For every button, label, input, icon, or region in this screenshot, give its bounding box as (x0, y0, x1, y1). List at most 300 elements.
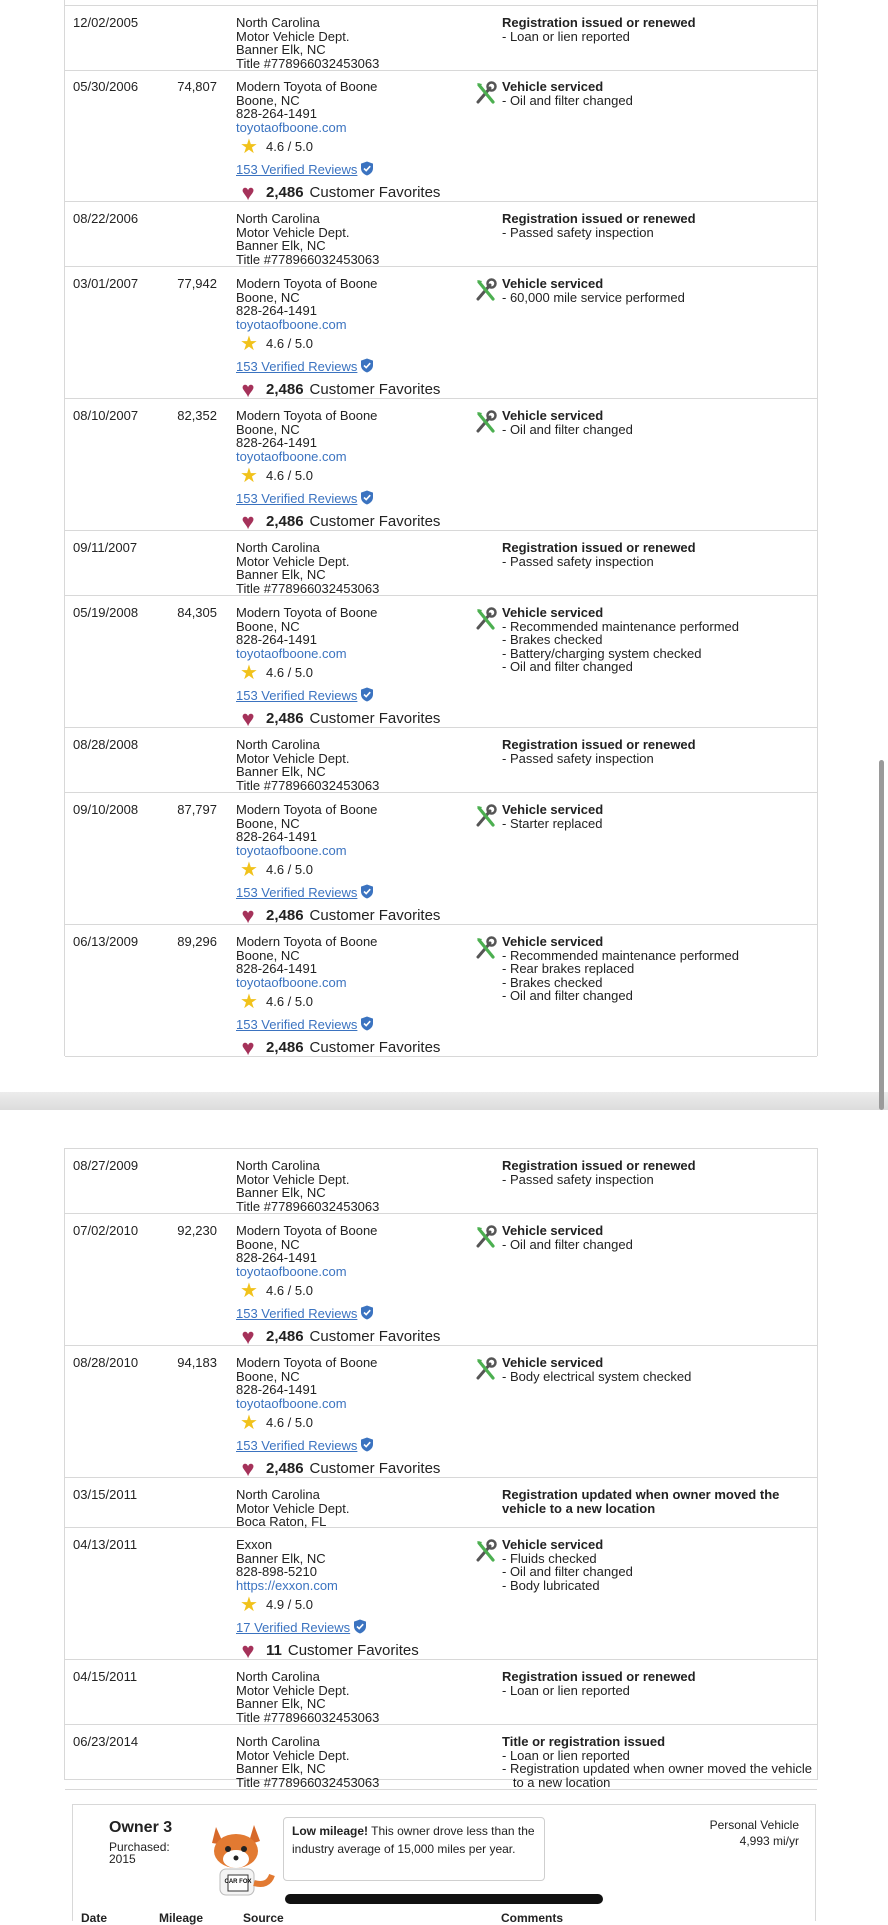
comment-title: Vehicle serviced (502, 1355, 604, 1370)
comment-detail: - Oil and filter changed (502, 1236, 633, 1252)
record-mileage: 77,942 (177, 276, 217, 291)
favorites-label: Customer Favorites (309, 512, 441, 530)
service-wrench-icon (474, 1538, 498, 1564)
low-mileage-callout (283, 1817, 545, 1881)
dealer-rating (236, 1414, 440, 1432)
favorites-count: 2,486 (266, 512, 304, 530)
record-comments (502, 803, 812, 830)
record-date: 07/02/2010 (73, 1223, 139, 1238)
record-mileage: 94,183 (177, 1355, 217, 1370)
source-line: North Carolina (236, 540, 320, 555)
favorites-label: Customer Favorites (287, 1641, 419, 1659)
fox-badge-text: CAR FOX (224, 1879, 252, 1885)
vehicle-usage (710, 1817, 799, 1849)
favorites-count: 2,486 (266, 380, 304, 398)
record-comments (502, 606, 812, 674)
customer-favorites (236, 705, 441, 731)
comment-detail: - Oil and filter changed (502, 421, 633, 437)
record-source (236, 1670, 379, 1724)
column-header-source: Source (243, 1911, 284, 1925)
source-line: 828-264-1491 (236, 1382, 317, 1397)
dealer-rating (236, 467, 440, 485)
record-date: 08/28/2010 (73, 1355, 139, 1370)
comment-title: Vehicle serviced (502, 79, 604, 94)
verified-reviews (236, 884, 440, 902)
source-line: Modern Toyota of Boone (236, 802, 378, 817)
record-date: 09/10/2008 (73, 802, 139, 817)
source-line: 828-898-5210 (236, 1564, 317, 1579)
source-line: Boone, NC (236, 289, 300, 305)
comment-detail: - Fluids checked (502, 1550, 597, 1566)
star-icon: ★ (240, 1594, 258, 1616)
favorites-label: Customer Favorites (309, 1038, 441, 1056)
record-date: 09/11/2007 (73, 540, 138, 555)
dealer-website-link[interactable]: toyotaofboone.com (236, 316, 347, 332)
comment-detail: - Body lubricated (502, 1577, 600, 1593)
customer-favorites (236, 376, 441, 402)
record-comments (502, 1224, 812, 1251)
star-icon: ★ (240, 1412, 258, 1434)
table-row (65, 1478, 817, 1528)
verified-reviews-link[interactable]: 153 Verified Reviews (236, 162, 358, 177)
record-comments (502, 738, 812, 765)
record-date: 06/13/2009 (73, 934, 139, 949)
comment-detail: - Oil and filter changed (502, 659, 633, 674)
customer-favorites (236, 902, 441, 928)
comment-title: Registration issued or renewed (502, 737, 696, 752)
rating-value: 4.6 / 5.0 (266, 468, 313, 484)
heart-icon: ♥ (241, 705, 255, 731)
source-line: Motor Vehicle Dept. (236, 224, 350, 240)
record-comments (502, 1488, 812, 1515)
table-row (65, 1528, 817, 1663)
rating-value: 4.6 / 5.0 (266, 139, 313, 155)
heart-icon: ♥ (241, 508, 255, 534)
source-line: 828-264-1491 (236, 961, 317, 976)
comment-detail: - Loan or lien reported (502, 1682, 630, 1698)
record-source (236, 802, 441, 928)
source-line: North Carolina (236, 737, 320, 752)
dealer-rating (236, 664, 440, 682)
favorites-label: Customer Favorites (309, 1327, 441, 1345)
dealer-website-link[interactable]: toyotaofboone.com (236, 842, 347, 858)
comment-title: Vehicle serviced (502, 1537, 604, 1552)
dealer-rating (236, 1596, 419, 1614)
service-wrench-icon (474, 803, 498, 829)
record-date: 05/30/2006 (73, 79, 139, 94)
dealer-rating (236, 1282, 440, 1300)
table-row (65, 1214, 817, 1349)
table-row (65, 70, 817, 205)
comment-title: Registration issued or renewed (502, 211, 696, 226)
verified-shield-icon (357, 1305, 374, 1323)
star-icon: ★ (240, 465, 258, 487)
verified-reviews (236, 1016, 440, 1034)
table-row (65, 202, 817, 267)
verified-reviews-link[interactable]: 153 Verified Reviews (236, 491, 358, 506)
customer-favorites (236, 508, 441, 534)
comment-title: Registration issued or renewed (502, 15, 696, 30)
record-comments (502, 1735, 812, 1789)
source-line: Banner Elk, NC (236, 567, 326, 582)
rating-value: 4.6 / 5.0 (266, 1415, 313, 1431)
dealer-website-link[interactable]: toyotaofboone.com (236, 645, 347, 661)
scrollbar-thumb[interactable] (879, 760, 884, 1110)
favorites-count: 2,486 (266, 183, 304, 201)
source-line: Banner Elk, NC (236, 1550, 326, 1566)
verified-reviews-link[interactable]: 153 Verified Reviews (236, 1017, 358, 1032)
source-line: Title #778966032453063 (236, 251, 380, 267)
verified-reviews-link[interactable]: 153 Verified Reviews (236, 1438, 358, 1453)
source-line: 828-264-1491 (236, 829, 317, 844)
record-source (236, 1735, 379, 1789)
record-source (236, 934, 441, 1060)
verified-reviews (236, 490, 440, 508)
comment-detail: - Oil and filter changed (502, 92, 633, 108)
record-date: 03/15/2011 (73, 1487, 138, 1502)
record-source (236, 541, 379, 595)
source-line: Banner Elk, NC (236, 764, 326, 779)
comment-title: Title or registration issued (502, 1734, 666, 1749)
dealer-rating (236, 861, 440, 879)
record-date: 08/10/2007 (73, 408, 139, 423)
record-comments (502, 1670, 812, 1697)
record-comments (502, 277, 812, 304)
service-wrench-icon (474, 1224, 498, 1250)
source-line: Title #778966032453063 (236, 580, 380, 596)
column-header-comments: Comments (501, 1911, 564, 1925)
table-row (65, 267, 817, 402)
dealer-website-link[interactable]: toyotaofboone.com (236, 1263, 347, 1279)
record-source (236, 1159, 379, 1213)
source-line: Modern Toyota of Boone (236, 79, 378, 94)
table-row (65, 1346, 817, 1481)
customer-favorites (236, 1323, 441, 1349)
source-line: Title #778966032453063 (236, 777, 380, 793)
verified-shield-icon (357, 358, 374, 376)
comment-detail: - Loan or lien reported (502, 1747, 630, 1763)
verified-reviews-link[interactable]: 17 Verified Reviews (236, 1620, 351, 1635)
record-source (236, 605, 441, 731)
heart-icon: ♥ (241, 1637, 255, 1663)
dealer-website-link[interactable]: toyotaofboone.com (236, 974, 347, 990)
service-wrench-icon (474, 606, 498, 632)
record-comments (502, 1356, 812, 1383)
carfox-mascot-icon (198, 1817, 278, 1899)
source-line: Motor Vehicle Dept. (236, 1747, 350, 1763)
comment-detail: - 60,000 mile service performed (502, 289, 685, 305)
verified-reviews-link[interactable]: 153 Verified Reviews (236, 688, 358, 703)
source-line: Modern Toyota of Boone (236, 408, 378, 423)
record-mileage: 84,305 (177, 605, 217, 620)
comment-detail: - Starter replaced (502, 815, 603, 831)
source-line: Banner Elk, NC (236, 1185, 326, 1200)
heart-icon: ♥ (241, 1455, 255, 1481)
dealer-website-link[interactable]: toyotaofboone.com (236, 119, 347, 135)
comment-detail: - Oil and filter changed (502, 1564, 633, 1579)
comment-title: Vehicle serviced (502, 1223, 604, 1238)
verified-reviews-link[interactable]: 153 Verified Reviews (236, 1306, 358, 1321)
record-source (236, 16, 379, 70)
record-comments (502, 935, 812, 1003)
record-date: 03/01/2007 (73, 276, 139, 291)
miles-per-year: 4,993 mi/yr (739, 1834, 799, 1848)
rating-value: 4.6 / 5.0 (266, 336, 313, 352)
purchased-label: Purchased: (109, 1840, 170, 1854)
favorites-count: 2,486 (266, 1038, 304, 1056)
favorites-label: Customer Favorites (309, 183, 441, 201)
vehicle-type: Personal Vehicle (709, 1818, 799, 1832)
comment-detail: - Registration updated when owner moved the vehicle (502, 1761, 813, 1776)
table-row (65, 728, 817, 793)
comment-title: Vehicle serviced (502, 802, 604, 817)
source-line: North Carolina (236, 1734, 320, 1749)
source-line: 828-264-1491 (236, 1250, 317, 1265)
source-line: Banner Elk, NC (236, 42, 326, 57)
verified-reviews (236, 687, 440, 705)
verified-reviews (236, 1619, 419, 1637)
service-wrench-icon (474, 277, 498, 303)
record-mileage: 82,352 (177, 408, 217, 423)
source-line: Boone, NC (236, 947, 300, 963)
source-line: North Carolina (236, 1669, 320, 1684)
record-comments (502, 1159, 812, 1186)
source-line: Modern Toyota of Boone (236, 934, 378, 949)
comment-title: Vehicle serviced (502, 934, 604, 949)
favorites-count: 2,486 (266, 906, 304, 924)
source-line: Motor Vehicle Dept. (236, 1682, 350, 1698)
comment-title: Registration updated when owner moved the vehicle to a new location (502, 1487, 780, 1516)
star-icon: ★ (240, 662, 258, 684)
heart-icon: ♥ (241, 1034, 255, 1060)
source-line: Boca Raton, FL (236, 1514, 327, 1529)
record-date: 06/23/2014 (73, 1734, 139, 1749)
verified-reviews (236, 1437, 440, 1455)
comment-detail: - Passed safety inspection (502, 750, 654, 766)
column-header-mileage: Mileage (159, 1911, 204, 1925)
favorites-label: Customer Favorites (309, 380, 441, 398)
comment-detail: - Rear brakes replaced (502, 961, 635, 976)
record-comments (502, 80, 812, 107)
history-table-page-1 (64, 0, 818, 1060)
comment-detail: - Battery/charging system checked (502, 645, 702, 661)
record-date: 08/22/2006 (73, 211, 139, 226)
record-comments (502, 212, 812, 239)
verified-shield-icon (357, 884, 374, 902)
rating-value: 4.6 / 5.0 (266, 994, 313, 1010)
comment-detail: - Brakes checked (502, 974, 603, 990)
record-source (236, 1355, 441, 1481)
comment-title: Vehicle serviced (502, 605, 604, 620)
dealer-website-link[interactable]: toyotaofboone.com (236, 1395, 347, 1411)
rating-value: 4.6 / 5.0 (266, 862, 313, 878)
home-indicator[interactable] (285, 1894, 603, 1904)
record-comments (502, 409, 812, 436)
customer-favorites (236, 1034, 441, 1060)
rating-value: 4.6 / 5.0 (266, 1283, 313, 1299)
heart-icon: ♥ (241, 1323, 255, 1349)
record-date: 04/15/2011 (73, 1669, 138, 1684)
source-line: Motor Vehicle Dept. (236, 1171, 350, 1187)
owner-title: Owner 3 (109, 1819, 173, 1836)
customer-favorites (236, 1637, 419, 1663)
comment-detail: - Recommended maintenance performed (502, 618, 740, 634)
heart-icon: ♥ (241, 902, 255, 928)
verified-reviews (236, 358, 440, 376)
dealer-rating (236, 335, 440, 353)
verified-shield-icon (350, 1619, 367, 1637)
source-line: Motor Vehicle Dept. (236, 1500, 350, 1516)
table-row (65, 531, 817, 596)
page-separator (0, 1092, 888, 1110)
comment-title: Vehicle serviced (502, 276, 604, 291)
verified-reviews-link[interactable]: 153 Verified Reviews (236, 885, 358, 900)
record-comments (502, 16, 812, 43)
verified-shield-icon (357, 1437, 374, 1455)
table-row (65, 1660, 817, 1725)
comment-title: Vehicle serviced (502, 408, 604, 423)
source-line: North Carolina (236, 211, 320, 226)
source-line: North Carolina (236, 15, 320, 30)
comment-detail: - Oil and filter changed (502, 988, 633, 1003)
dealer-website-link[interactable]: toyotaofboone.com (236, 448, 347, 464)
star-icon: ★ (240, 136, 258, 158)
source-line: Banner Elk, NC (236, 1761, 326, 1776)
table-row (65, 596, 817, 731)
source-line: Title #778966032453063 (236, 1198, 380, 1214)
purchased-year: 2015 (109, 1852, 136, 1866)
record-mileage: 87,797 (177, 802, 217, 817)
comment-detail: - Passed safety inspection (502, 1171, 654, 1187)
table-row (65, 399, 817, 534)
record-mileage: 74,807 (177, 79, 217, 94)
purchased-info (109, 1841, 170, 1865)
star-icon: ★ (240, 859, 258, 881)
source-line: Banner Elk, NC (236, 238, 326, 253)
record-date: 08/28/2008 (73, 737, 139, 752)
comment-detail: - Passed safety inspection (502, 553, 654, 569)
comment-title: Registration issued or renewed (502, 1158, 696, 1173)
record-source (236, 738, 379, 792)
source-line: Motor Vehicle Dept. (236, 553, 350, 569)
callout-text: This owner drove less than the industry average of 15,000 miles per year. (292, 1824, 535, 1856)
service-wrench-icon (474, 80, 498, 106)
verified-shield-icon (357, 490, 374, 508)
dealer-rating (236, 138, 440, 156)
record-mileage: 89,296 (177, 934, 217, 949)
source-line: 828-264-1491 (236, 632, 317, 647)
service-wrench-icon (474, 409, 498, 435)
record-date: 08/27/2009 (73, 1158, 139, 1173)
source-line: Title #778966032453063 (236, 55, 380, 71)
record-source (236, 408, 441, 534)
favorites-count: 2,486 (266, 1459, 304, 1477)
favorites-count: 2,486 (266, 1327, 304, 1345)
callout-headline: Low mileage! (292, 1824, 369, 1838)
star-icon: ★ (240, 1280, 258, 1302)
column-header-date: Date (81, 1911, 108, 1925)
favorites-label: Customer Favorites (309, 1459, 441, 1477)
record-comments (502, 541, 812, 568)
source-line: Boone, NC (236, 815, 300, 831)
source-line: Title #778966032453063 (236, 1709, 380, 1725)
source-line: 828-264-1491 (236, 303, 317, 318)
comment-detail: - Body electrical system checked (502, 1368, 692, 1384)
heart-icon: ♥ (241, 179, 255, 205)
record-source (236, 1488, 349, 1529)
record-date: 12/02/2005 (73, 15, 139, 30)
source-line: North Carolina (236, 1487, 320, 1502)
customer-favorites (236, 179, 441, 205)
history-table-page-2 (64, 1148, 818, 1790)
record-date: 05/19/2008 (73, 605, 139, 620)
source-line: Boone, NC (236, 1236, 300, 1252)
record-source (236, 79, 441, 205)
source-line: Boone, NC (236, 92, 300, 108)
record-mileage: 92,230 (177, 1223, 217, 1238)
comment-detail: - Loan or lien reported (502, 28, 630, 44)
source-line: Modern Toyota of Boone (236, 1223, 378, 1238)
verified-shield-icon (357, 687, 374, 705)
source-line: 828-264-1491 (236, 106, 317, 121)
verified-shield-icon (357, 161, 374, 179)
table-row (65, 793, 817, 928)
rating-value: 4.9 / 5.0 (266, 1597, 313, 1613)
table-row (65, 1725, 817, 1790)
source-line: Modern Toyota of Boone (236, 605, 378, 620)
source-line: Title #778966032453063 (236, 1774, 380, 1790)
comment-detail: - Recommended maintenance performed (502, 947, 740, 963)
service-wrench-icon (474, 1356, 498, 1382)
favorites-count: 11 (266, 1641, 282, 1659)
rating-value: 4.6 / 5.0 (266, 665, 313, 681)
favorites-label: Customer Favorites (309, 709, 441, 727)
heart-icon: ♥ (241, 376, 255, 402)
source-line: Banner Elk, NC (236, 1696, 326, 1711)
record-comments (502, 1538, 812, 1592)
source-line: 828-264-1491 (236, 435, 317, 450)
source-line: Exxon (236, 1537, 273, 1552)
table-row (65, 1149, 817, 1214)
record-source (236, 1537, 419, 1663)
dealer-rating (236, 993, 440, 1011)
star-icon: ★ (240, 991, 258, 1013)
source-line: Modern Toyota of Boone (236, 276, 378, 291)
record-source (236, 212, 379, 266)
source-line: Boone, NC (236, 618, 300, 634)
comment-title: Registration issued or renewed (502, 1669, 696, 1684)
table-row (65, 5, 817, 71)
source-line: North Carolina (236, 1158, 320, 1173)
favorites-count: 2,486 (266, 709, 304, 727)
verified-reviews (236, 1305, 440, 1323)
table-row (65, 925, 817, 1060)
service-wrench-icon (474, 935, 498, 961)
comment-detail: - Passed safety inspection (502, 224, 654, 240)
star-icon: ★ (240, 333, 258, 355)
verified-reviews-link[interactable]: 153 Verified Reviews (236, 359, 358, 374)
customer-favorites (236, 1455, 441, 1481)
source-line: Modern Toyota of Boone (236, 1355, 378, 1370)
source-line: Motor Vehicle Dept. (236, 750, 350, 766)
source-line: Boone, NC (236, 1368, 300, 1384)
comment-title: Registration issued or renewed (502, 540, 696, 555)
source-line: Boone, NC (236, 421, 300, 437)
favorites-label: Customer Favorites (309, 906, 441, 924)
comment-detail: to a new location (502, 1774, 611, 1790)
record-source (236, 1223, 441, 1349)
dealer-website-link[interactable]: https://exxon.com (236, 1577, 338, 1593)
